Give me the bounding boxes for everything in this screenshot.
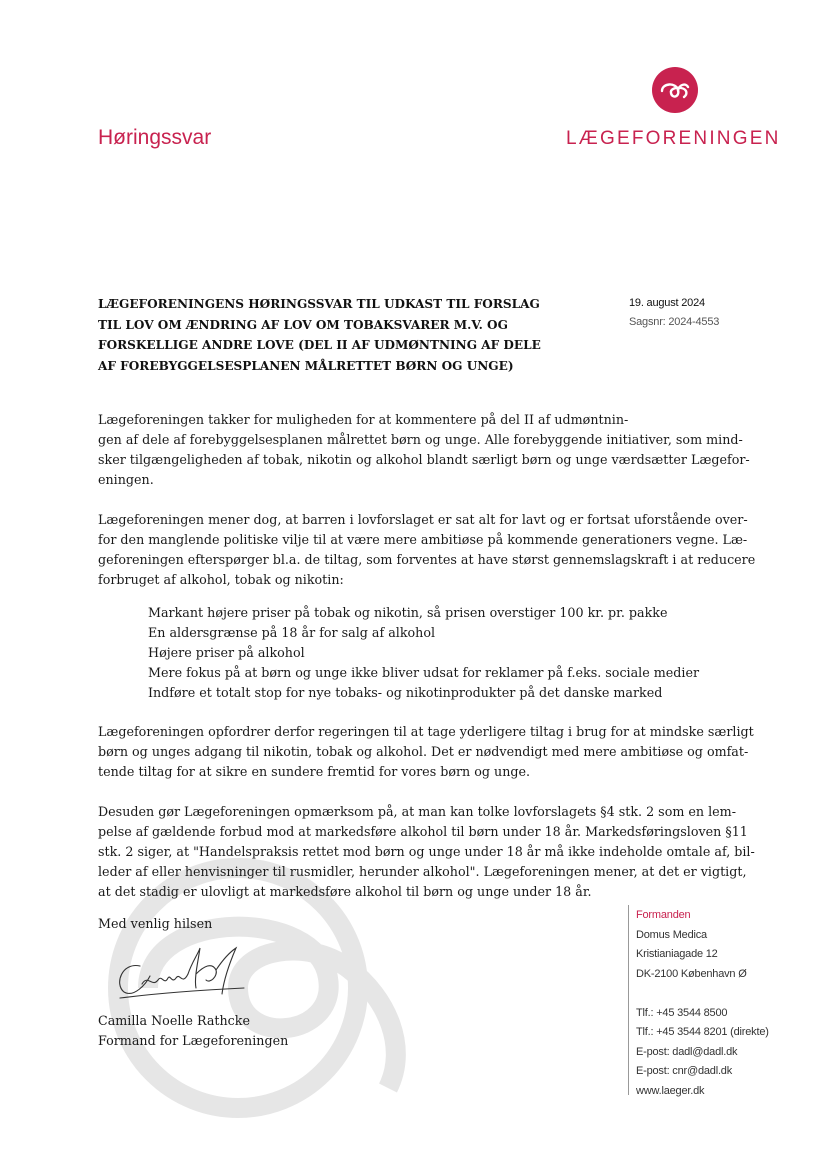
- text-line: tende tiltag for at sikre en sundere fremtid for vores børn og unge.: [98, 764, 531, 779]
- document-type-title: Høringssvar: [98, 126, 212, 149]
- text-line: at det stadig er ulovligt at markedsføre alkohol til børn og unge under 18 år.: [98, 884, 592, 899]
- contact-divider: [628, 905, 629, 1095]
- contact-phone-direct: Tlf.: +45 3544 8201 (direkte): [636, 1026, 769, 1038]
- text-line: pelse af gældende forbud mod at markedsføre alkohol til børn under 18 år. Markedsføringsloven §11: [98, 824, 748, 839]
- contact-line: Kristianiagade 12: [636, 948, 718, 960]
- text-line: børn og unges adgang til nikotin, tobak og alkohol. Det er nødvendigt med mere ambitiøse og omfat-: [98, 744, 749, 759]
- contact-email-link[interactable]: E-post: dadl@dadl.dk: [636, 1045, 738, 1058]
- text-line: sker tilgængeligheden af tobak, nikotin og alkohol blandt særligt børn og unge værdsætter Lægefor-: [98, 452, 750, 467]
- paragraph-intro: [98, 410, 750, 490]
- text-line: Desuden gør Lægeforeningen opmærksom på, at man kan tolke lovforslagets §4 stk. 2 som en lem-: [98, 804, 736, 819]
- measures-list: [148, 603, 699, 703]
- case-number: Sagsnr: 2024-4553: [629, 316, 720, 328]
- text-line: eningen.: [98, 472, 154, 487]
- document-heading: [98, 294, 568, 376]
- text-line: geforeningen efterspørger bl.a. de tiltag, som forventes at have størst gennemslagskraft i at reducere: [98, 552, 756, 567]
- organization-logo-text: LÆGEFORENINGEN: [566, 128, 781, 149]
- text-line: leder af eller henvisninger til rusmidler, herunder alkohol". Lægeforeningen mener, at det er vigtigt,: [98, 864, 747, 879]
- closing-salutation: Med venlig hilsen: [98, 916, 213, 931]
- heading-line: FORSKELLIGE ANDRE LOVE (DEL II AF UDMØNTNING AF DELE: [98, 338, 541, 352]
- heading-line: TIL LOV OM ÆNDRING AF LOV OM TOBAKSVARER M.V. OG: [98, 317, 508, 332]
- paragraph-position: [98, 510, 756, 590]
- text-line: stk. 2 siger, at "Handelspraksis rettet mod børn og unge under 18 år må ikke indeholde omtale af, bil-: [98, 844, 755, 859]
- contact-line: Domus Medica: [636, 928, 707, 941]
- text-line: Lægeforeningen opfordrer derfor regeringen til at tage yderligere tiltag i brug for at mindske særligt: [98, 724, 754, 739]
- handwritten-signature: [112, 944, 252, 1004]
- text-line: gen af dele af forebyggelsesplanen målrettet børn og unge. Alle forebyggende initiativer, som mind-: [98, 432, 743, 447]
- contact-block: [636, 906, 769, 1101]
- text-line: Lægeforeningen mener dog, at barren i lovforslaget er sat alt for lavt og er fortsat uforstående over-: [98, 512, 748, 527]
- contact-email-link[interactable]: E-post: cnr@dadl.dk: [636, 1065, 733, 1077]
- website-link[interactable]: www.laeger.dk: [636, 1084, 705, 1097]
- contact-spacer: [636, 984, 769, 1004]
- heading-line: AF FOREBYGGELSESPLANEN MÅLRETTET BØRN OG UNGE): [98, 358, 514, 373]
- contact-heading: Formanden: [636, 909, 691, 921]
- heading-line: LÆGEFORENINGENS HØRINGSSVAR TIL UDKAST TIL FORSLAG: [98, 297, 540, 311]
- signer-role: Formand for Lægeforeningen: [98, 1033, 289, 1048]
- list-item: En aldersgrænse på 18 år for salg af alkohol: [148, 625, 436, 640]
- signer-block: [98, 1011, 288, 1051]
- list-item: Mere fokus på at børn og unge ikke bliver udsat for reklamer på f.eks. sociale medier: [148, 665, 700, 680]
- laegeforeningen-logo-icon: [651, 66, 699, 114]
- contact-phone: Tlf.: +45 3544 8500: [636, 1006, 728, 1019]
- document-date: 19. august 2024: [629, 297, 705, 309]
- paragraph-marketing: [98, 802, 755, 902]
- paragraph-call-to-action: [98, 722, 754, 782]
- text-line: for den manglende politiske vilje til at være mere ambitiøse på kommende generationers vegne. Læ-: [98, 532, 748, 547]
- list-item: Markant højere priser på tobak og nikotin, så prisen overstiger 100 kr. pr. pakke: [148, 605, 668, 620]
- list-item: Højere priser på alkohol: [148, 645, 305, 660]
- contact-line: DK-2100 København Ø: [636, 967, 747, 980]
- list-item: Indføre et totalt stop for nye tobaks- og nikotinprodukter på det danske marked: [148, 685, 663, 700]
- text-line: forbruget af alkohol, tobak og nikotin:: [98, 572, 344, 587]
- signer-name: Camilla Noelle Rathcke: [98, 1013, 250, 1028]
- text-line: Lægeforeningen takker for muligheden for at kommentere på del II af udmøntnin-: [98, 412, 629, 427]
